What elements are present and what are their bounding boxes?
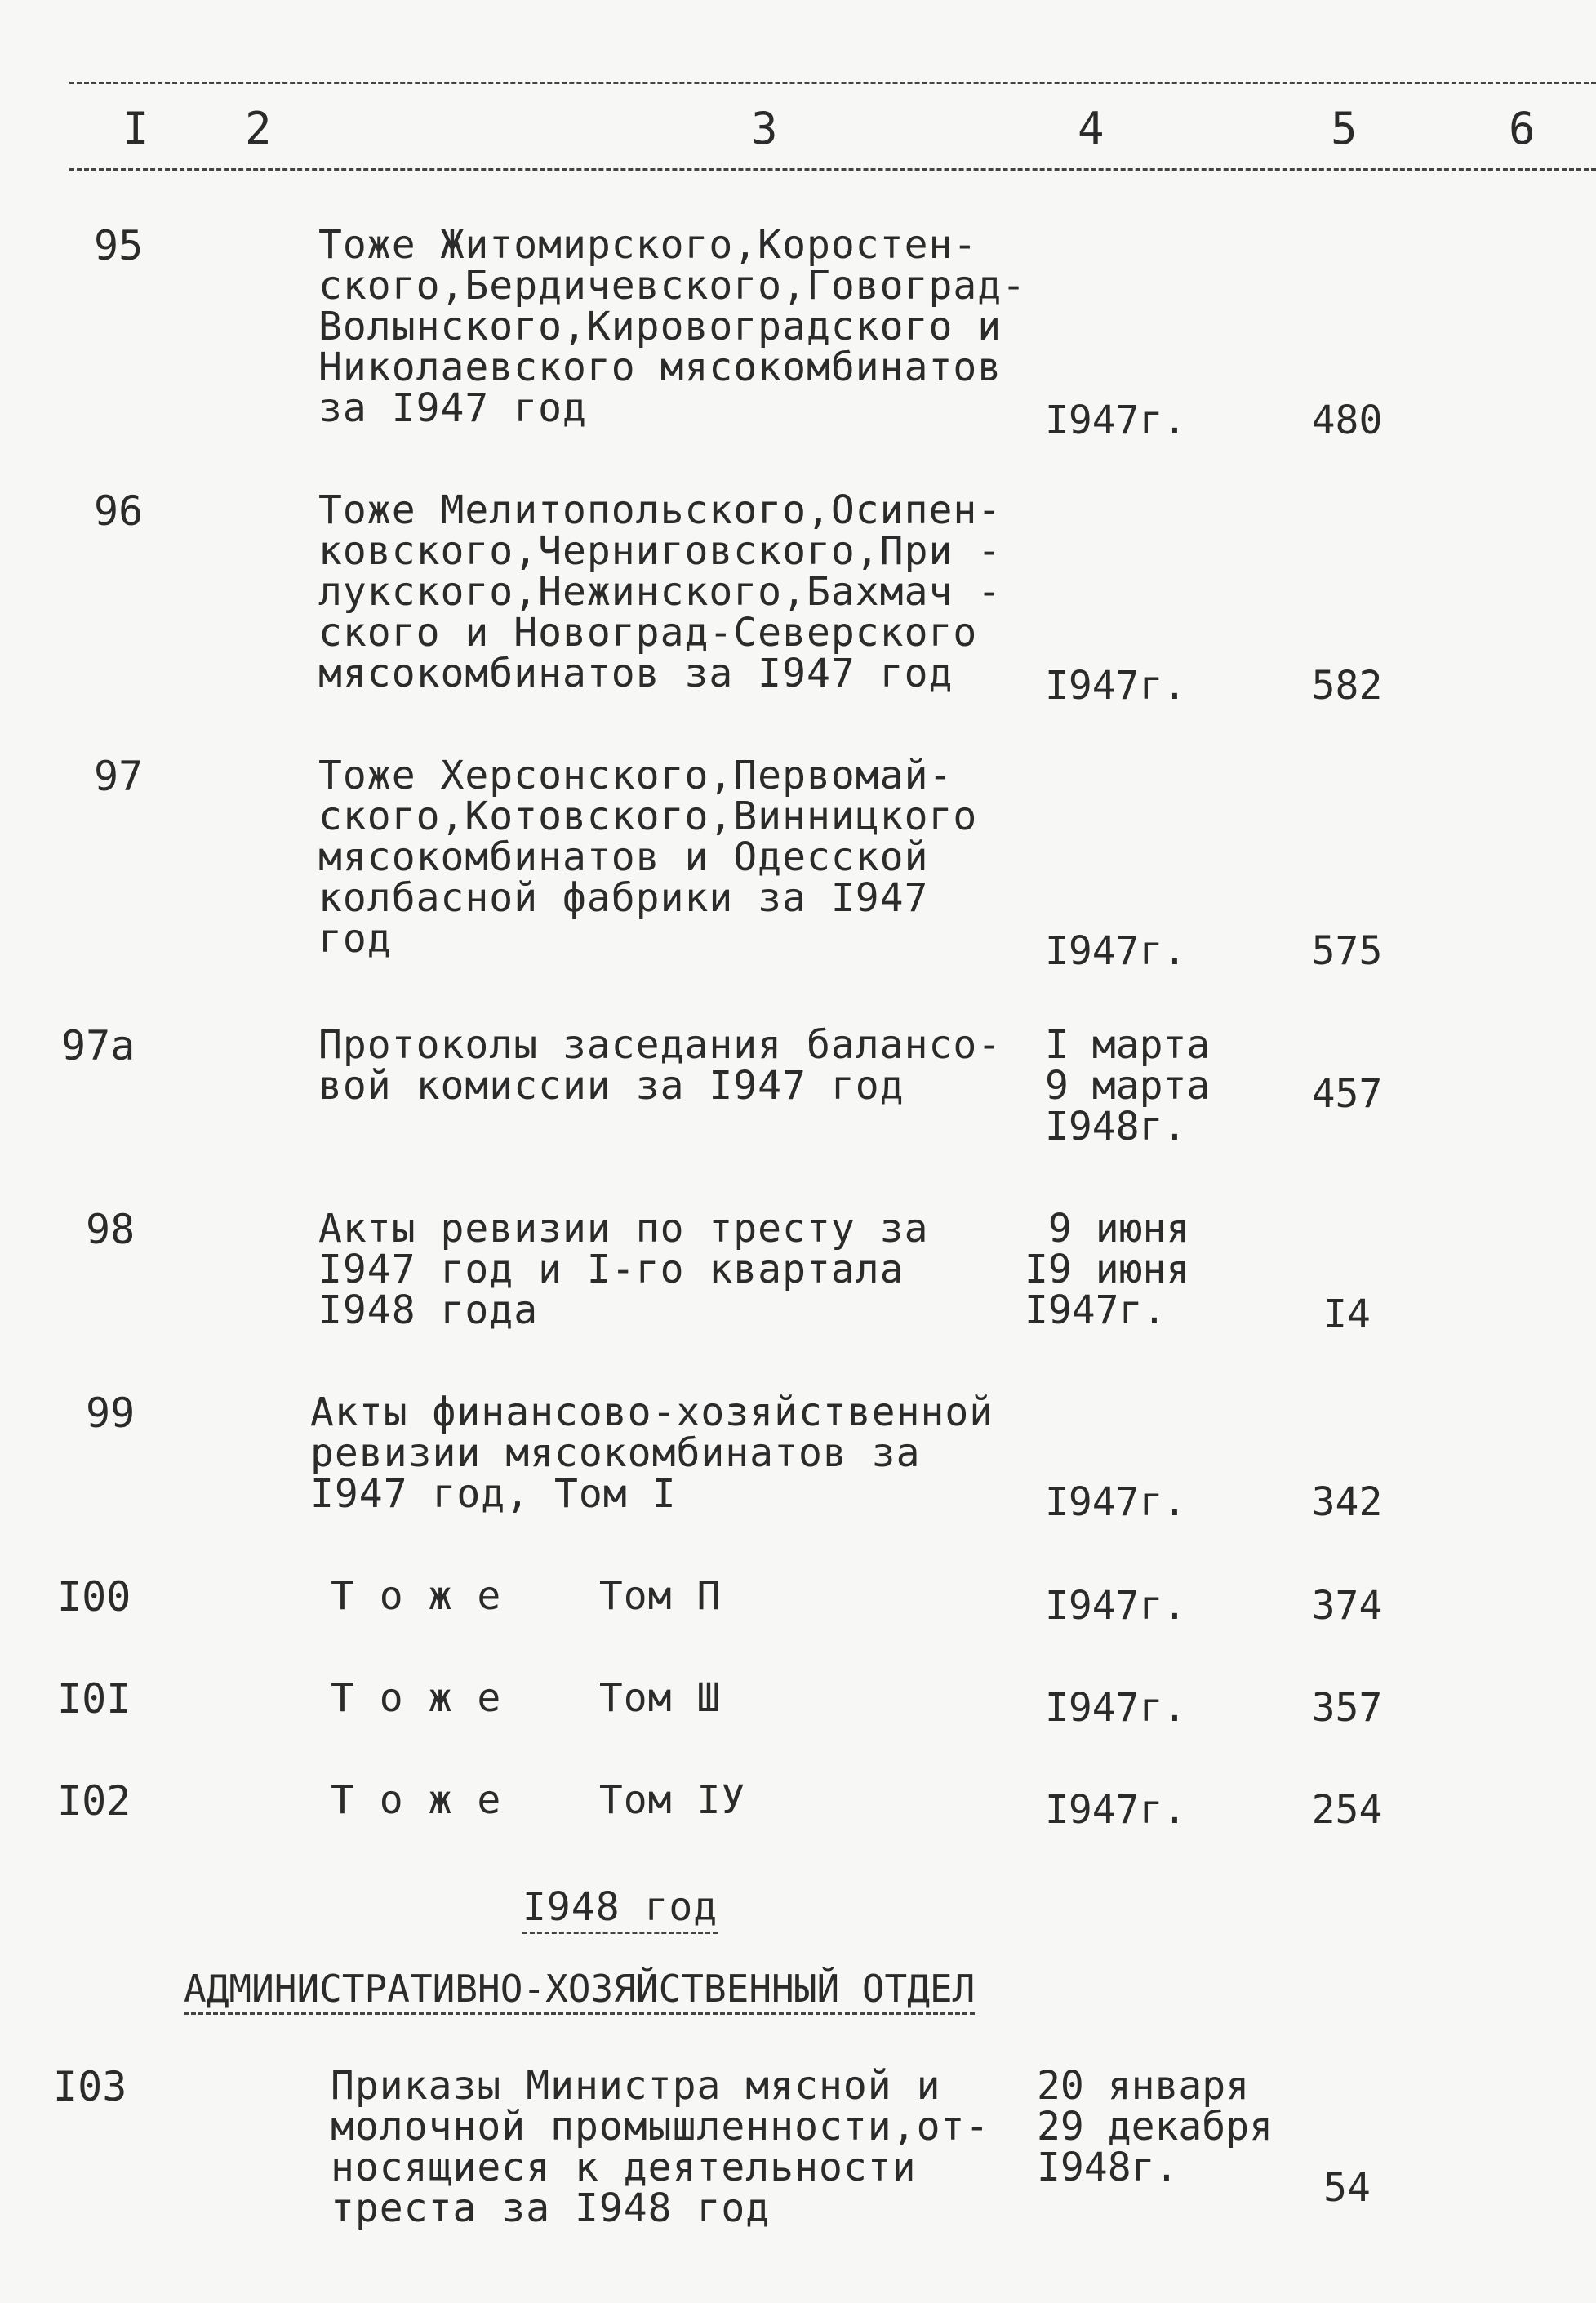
row-title: Акты финансово-хозяйственной ревизии мясокомбинатов за I947 год, Том I bbox=[310, 1389, 994, 1517]
header-top-rule bbox=[69, 82, 1596, 84]
row-title: Тоже Мелитопольского,Осипен- ковского,Черниговского,При - лукского,Нежинского,Бахмач - ского и Новоград-Северского мясокомбинатов за I947 год bbox=[318, 487, 1003, 696]
header-col-4: 4 bbox=[1078, 103, 1105, 154]
row-title: Т о ж е Том Ш bbox=[331, 1675, 722, 1721]
row-dates: I947г. bbox=[1045, 398, 1187, 443]
row-dates: 9 июня I9 июня I947г. bbox=[1025, 1206, 1190, 1333]
row-sheets: 575 bbox=[1311, 928, 1383, 974]
department-heading bbox=[184, 1967, 975, 2010]
row-number: I00 bbox=[57, 1573, 131, 1621]
row-dates: 20 января 29 декабря I948г. bbox=[1037, 2063, 1273, 2190]
row-title: Приказы Министра мясной и молочной промышленности,от- носящиеся к деятельности треста за I948 год bbox=[331, 2063, 990, 2231]
row-number: I03 bbox=[53, 2063, 127, 2110]
row-number: 98 bbox=[86, 1206, 136, 1253]
row-sheets: 254 bbox=[1311, 1787, 1383, 1833]
row-title: Акты ревизии по тресту за I947 год и I-го квартала I948 года bbox=[318, 1206, 929, 1333]
row-number: 97 bbox=[94, 753, 144, 800]
row-title: Т о ж е Том IУ bbox=[331, 1777, 746, 1823]
row-dates: I947г. bbox=[1045, 1583, 1187, 1629]
row-sheets: 54 bbox=[1323, 2165, 1371, 2211]
row-title: Протоколы заседания балансо- вой комиссии за I947 год bbox=[318, 1022, 1003, 1109]
row-number: 96 bbox=[94, 487, 144, 535]
row-sheets: I4 bbox=[1323, 1292, 1371, 1337]
header-col-3: 3 bbox=[751, 103, 778, 154]
row-sheets: 374 bbox=[1311, 1583, 1383, 1629]
row-title: Тоже Житомирского,Коростен- ского,Бердичевского,Говоград- Волынского,Кировоградского и Николаевского мясокомбинатов за I947 год bbox=[318, 222, 1027, 431]
row-dates: I947г. bbox=[1045, 1685, 1187, 1731]
header-col-5: 5 bbox=[1331, 103, 1358, 154]
row-dates: I947г. bbox=[1045, 1479, 1187, 1525]
row-number: 99 bbox=[86, 1389, 136, 1437]
row-sheets: 457 bbox=[1311, 1071, 1383, 1117]
header-bottom-rule bbox=[69, 168, 1596, 171]
header-col-1: I bbox=[122, 103, 149, 154]
year-heading bbox=[522, 1886, 718, 1928]
row-dates: I марта 9 марта I948г. bbox=[1045, 1022, 1211, 1149]
row-dates: I947г. bbox=[1045, 928, 1187, 974]
row-number: 95 bbox=[94, 222, 144, 269]
row-sheets: 357 bbox=[1311, 1685, 1383, 1731]
row-title: Тоже Херсонского,Первомай- ского,Котовского,Винницкого мясокомбинатов и Одесской колбасной фабрики за I947 год bbox=[318, 753, 978, 962]
row-number: I0I bbox=[57, 1675, 131, 1723]
row-sheets: 342 bbox=[1311, 1479, 1383, 1525]
row-sheets: 582 bbox=[1311, 663, 1383, 709]
row-dates: I947г. bbox=[1045, 1787, 1187, 1833]
row-number: I02 bbox=[57, 1777, 131, 1825]
row-title: Т о ж е Том П bbox=[331, 1573, 722, 1619]
header-col-6: 6 bbox=[1509, 103, 1536, 154]
row-sheets: 480 bbox=[1311, 398, 1383, 443]
row-number: 97а bbox=[61, 1022, 136, 1069]
header-col-2: 2 bbox=[245, 103, 272, 154]
department-heading-text: АДМИНИСТРАТИВНО-ХОЗЯЙСТВЕННЫЙ ОТДЕЛ bbox=[184, 1967, 975, 2015]
row-dates: I947г. bbox=[1045, 663, 1187, 709]
year-heading-text: I948 год bbox=[522, 1884, 718, 1934]
